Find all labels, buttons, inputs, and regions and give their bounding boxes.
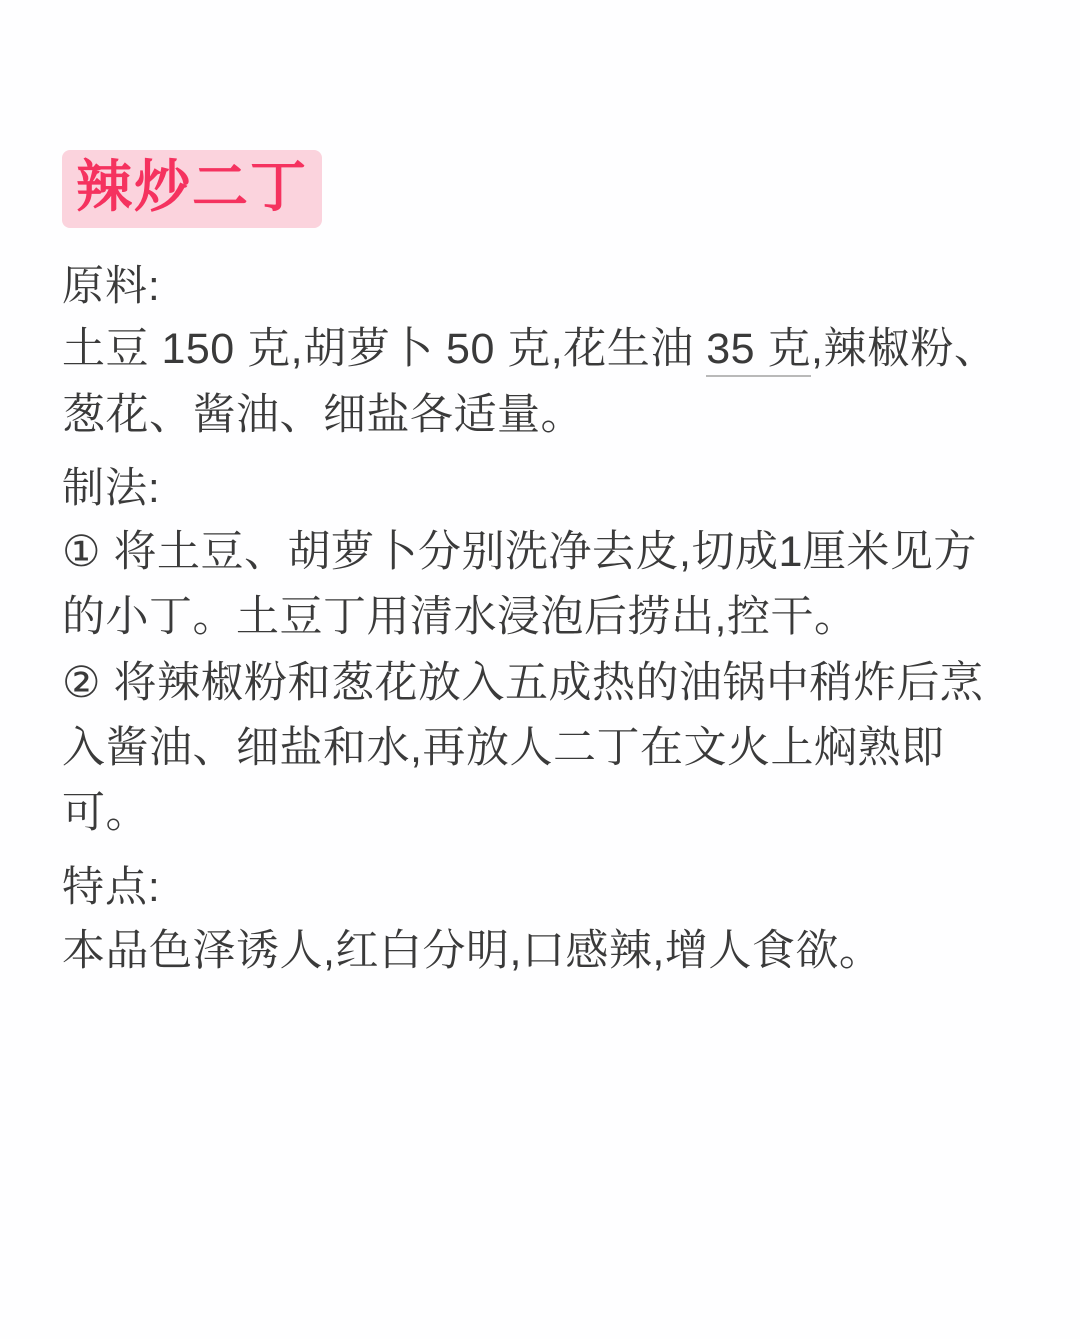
ingredients-text-after: ,辣椒粉、葱花、酱油、细盐各适量。: [62, 325, 998, 439]
page-title: [62, 150, 1018, 228]
method-section: [62, 456, 1018, 847]
ingredients-label: 原料:: [62, 261, 161, 309]
features-label: 特点:: [62, 862, 161, 910]
ingredients-text-before: 土豆 150 克,胡萝卜 50 克,花生油: [62, 325, 707, 374]
ingredients-text-underlined: 35 克: [706, 325, 811, 377]
features-text: 本品色泽诱人,红白分明,口感辣,增人食欲。: [62, 926, 883, 975]
ingredients-text: [62, 317, 1018, 448]
recipe-title: 辣炒二丁: [62, 150, 322, 228]
method-step-1: ① 将土豆、胡萝卜分别洗净去皮,切成1厘米见方的小丁。土豆丁用清水浸泡后捞出,控干。: [62, 527, 977, 642]
method-label: 制法:: [62, 464, 161, 512]
method-step-2: ② 将辣椒粉和葱花放入五成热的油锅中稍炸后烹入酱油、细盐和水,再放人二丁在文火上焖熟即可。: [62, 658, 984, 838]
ingredients-section: [62, 254, 1018, 449]
features-section: [62, 855, 1018, 984]
